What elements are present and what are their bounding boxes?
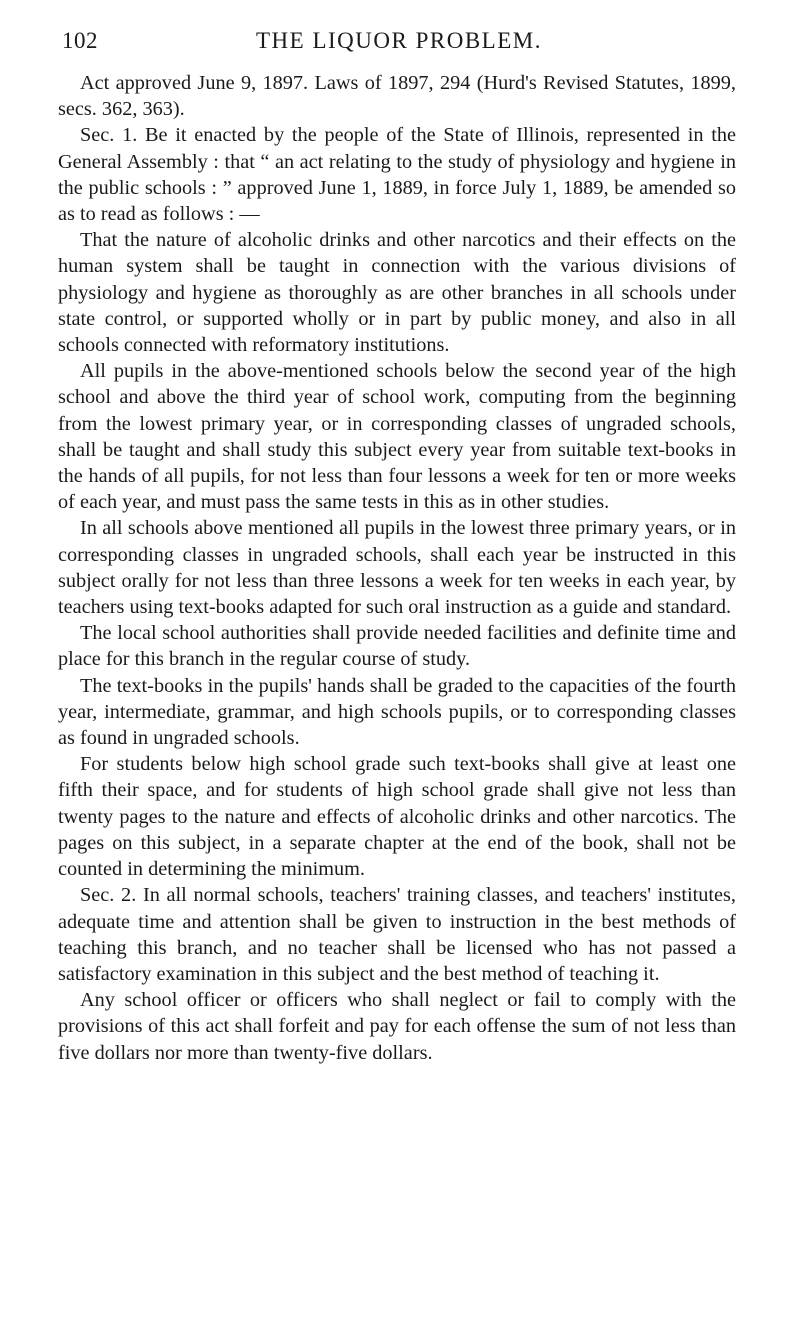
paragraph-primary-pupils: In all schools above mentioned all pupils in the lowest three primary years, or in corresponding classes in ungraded schools, shall each year be instructed in this subject orally for not less than three lessons a week for ten weeks in each year, by teachers using text-books adapted for such oral instruction as a guide and standard.	[58, 517, 736, 619]
page-number: 102	[62, 28, 98, 53]
paragraph-text-books: The text-books in the pupils' hands shall be graded to the capacities of the fourth year, intermediate, grammar, and high schools pupils, or to corresponding classes as found in ungraded schools.	[58, 674, 736, 750]
paragraph-section-1: Sec. 1. Be it enacted by the people of the State of Illinois, represented in the General Assembly : that “ an act relating to the study of physiology and hygiene in the public schools : ” approved June 1, 1889, in force July 1, 1889, be amended so as to read as follows : —	[58, 124, 736, 226]
paragraph-upper-pupils: All pupils in the above-mentioned schools below the second year of the high school and above the third year of school work, computing from the beginning from the lowest primary year, or in corresponding classes of ungraded schools, shall be taught and shall study this subject every year from suitable text-books in the hands of all pupils, for not less than four lessons a week for ten or more weeks of each year, and must pass the same tests in this as in other studies.	[58, 360, 736, 514]
paragraph-act-citation: Act approved June 9, 1897. Laws of 1897, 294 (Hurd's Revised Statutes, 1899, secs. 362, 363).	[58, 72, 736, 121]
running-title: THE LIQUOR PROBLEM.	[256, 28, 542, 53]
paragraph-penalty: Any school officer or officers who shall neglect or fail to comply with the provisions of this act shall forfeit and pay for each offense the sum of not less than five dollars nor more than twenty-five dollars.	[58, 989, 736, 1064]
paragraph-nature-of-alcohol: That the nature of alcoholic drinks and other narcotics and their effects on the human system shall be taught in connection with the various divisions of physiology and hygiene as thoroughly as are other branches in all schools under state control, or supported wholly or in part by public money, and also in all schools connected with reformatory institutions.	[58, 229, 736, 357]
page-header	[62, 28, 736, 58]
page-body	[58, 70, 736, 1066]
paragraph-section-2: Sec. 2. In all normal schools, teachers' training classes, and teachers' institutes, adequate time and attention shall be given to instruction in the best methods of teaching this branch, and no teacher shall be licensed who has not passed a satisfactory examination in this subject and the best method of teaching it.	[58, 884, 736, 985]
paragraph-local-authorities: The local school authorities shall provide needed facilities and definite time and place for this branch in the regular course of study.	[58, 622, 736, 671]
paragraph-students-space: For students below high school grade such text-books shall give at least one fifth their space, and for students of high school grade shall give not less than twenty pages to the nature and effects of alcoholic drinks and other narcotics. The pages on this subject, in a separate chapter at the end of the book, shall not be counted in determining the minimum.	[58, 753, 736, 881]
